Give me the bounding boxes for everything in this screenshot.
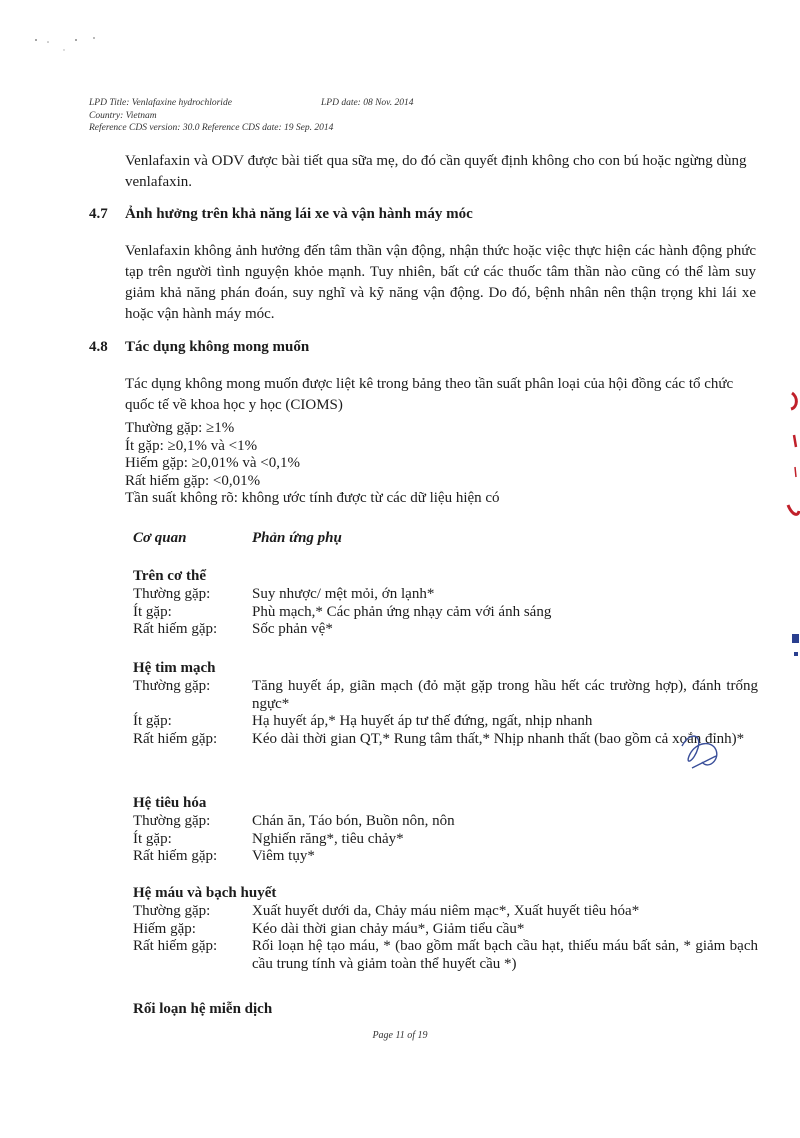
reference-cds: Reference CDS version: 30.0 Reference CDS date: 19 Sep. 2014: [89, 123, 334, 133]
signature-mark: [672, 726, 732, 781]
group-title: Hệ máu và bạch huyết: [133, 885, 277, 901]
frequency-label: Rất hiếm gặp:: [133, 621, 218, 637]
frequency-label: Ít gặp:: [133, 713, 172, 729]
page-number: Page 11 of 19: [372, 1030, 428, 1041]
frequency-label: Ít gặp:: [133, 603, 172, 620]
column-header-organ: Cơ quan: [133, 530, 187, 546]
freq-unknown: Tần suất không rõ: không ước tính được từ các dữ liệu hiện có: [125, 490, 500, 506]
scan-specks: [30, 30, 110, 55]
frequency-label: Rất hiếm gặp:: [133, 730, 218, 747]
reaction-value: Suy nhược/ mệt mỏi, ớn lạnh*: [252, 586, 435, 602]
section-4-8-text: Tác dụng không mong muốn được liệt kê trong bảng theo tần suất phân loại của hội đồng các tổ chức quốc tế về khoa học y học (CIOMS): [125, 376, 734, 413]
table-row: [133, 621, 758, 639]
section-title-4-7: Ảnh hưởng trên khả năng lái xe và vận hành máy móc: [125, 206, 473, 222]
group-immune: [133, 1000, 758, 1019]
table-row: [133, 604, 758, 622]
table-row: [133, 938, 758, 973]
frequency-label: Thường gặp:: [133, 678, 211, 694]
group-title: Hệ tiêu hóa: [133, 795, 207, 811]
group-title: Rối loạn hệ miễn dịch: [133, 1001, 273, 1017]
intro-paragraph: Venlafaxin và ODV được bài tiết qua sữa mẹ, do đó cần quyết định không cho con bú hoặc ngừng dùng venlafaxin.: [125, 153, 747, 190]
section-4-7-text: Venlafaxin không ảnh hưởng đến tâm thần vận động, nhận thức hoặc việc thực hiện các hành động phức tạp trên người tình nguyện khỏe mạnh. Tuy nhiên, bất cứ các thuốc tâm thần nào cũng có thể làm suy giảm khả năng phán đoán, suy nghĩ và kỹ năng vận động. Do đó, bệnh nhân nên thận trọng khi lái xe hoặc vận hành máy móc.: [125, 243, 756, 322]
group-digestive: [133, 794, 758, 866]
freq-very-rare: Rất hiếm gặp: <0,01%: [125, 472, 261, 489]
reaction-value: Tăng huyết áp, giãn mạch (đỏ mặt gặp trong hầu hết các trường hợp), đánh trống ngực*: [252, 678, 758, 712]
section-number-4-7: 4.7: [89, 206, 108, 222]
table-row: [133, 813, 758, 831]
frequency-definitions: [125, 420, 500, 508]
reaction-value: Nghiến răng*, tiêu chảy*: [252, 830, 404, 847]
frequency-label: Hiếm gặp:: [133, 920, 196, 937]
freq-uncommon: Ít gặp: ≥0,1% và <1%: [125, 437, 258, 454]
table-row: [133, 586, 758, 604]
frequency-label: Thường gặp:: [133, 813, 211, 829]
section-title-4-8: Tác dụng không mong muốn: [125, 339, 310, 355]
stamp-fragment: [782, 385, 800, 545]
reaction-value: Kéo dài thời gian QT,* Rung tâm thất,* Nhịp nhanh thất (bao gồm cả xoắn đỉnh)*: [252, 730, 745, 747]
freq-rare: Hiếm gặp: ≥0,01% và <0,1%: [125, 455, 300, 471]
reaction-value: Viêm tụy*: [252, 848, 315, 864]
reaction-value: Hạ huyết áp,* Hạ huyết áp tư thế đứng, ngất, nhịp nhanh: [252, 713, 593, 729]
document-header: [89, 97, 414, 135]
column-header-reaction: Phản ứng phụ: [252, 530, 342, 546]
table-row: [133, 831, 758, 849]
group-body: [133, 567, 758, 639]
frequency-label: Ít gặp:: [133, 830, 172, 847]
group-cardiovascular: [133, 659, 758, 748]
lpd-title: LPD Title: Venlafaxine hydrochloride: [89, 98, 232, 108]
frequency-label: Thường gặp:: [133, 586, 211, 602]
reaction-value: Phù mạch,* Các phản ứng nhạy cảm với ánh sáng: [252, 603, 552, 620]
reaction-value: Kéo dài thời gian chảy máu*, Giảm tiểu cầu*: [252, 920, 525, 937]
reaction-value: Rối loạn hệ tạo máu, * (bao gồm mất bạch cầu hạt, thiếu máu bất sản, * giảm bạch cầu trung tính và giảm toàn thể huyết cầu *): [252, 938, 758, 972]
group-title: Trên cơ thể: [133, 568, 207, 584]
table-row: [133, 678, 758, 713]
table-row: [133, 848, 758, 866]
freq-common: Thường gặp: ≥1%: [125, 420, 235, 436]
table-row: [133, 713, 758, 731]
reaction-value: Sốc phản vệ*: [252, 621, 333, 637]
section-number-4-8: 4.8: [89, 339, 108, 355]
country: Country: Vietnam: [89, 110, 157, 121]
frequency-label: Thường gặp:: [133, 903, 211, 919]
group-title: Hệ tim mạch: [133, 660, 216, 676]
frequency-label: Rất hiếm gặp:: [133, 938, 218, 954]
reaction-value: Xuất huyết dưới da, Chảy máu niêm mạc*, Xuất huyết tiêu hóa*: [252, 903, 640, 919]
lpd-date: LPD date: 08 Nov. 2014: [321, 98, 414, 108]
table-row: [133, 903, 758, 921]
group-blood-lymph: [133, 884, 758, 973]
table-row: [133, 921, 758, 939]
frequency-label: Rất hiếm gặp:: [133, 848, 218, 864]
reaction-value: Chán ăn, Táo bón, Buồn nôn, nôn: [252, 813, 455, 829]
stamp-fragment-blue: [788, 630, 800, 670]
table-row: [133, 731, 758, 749]
